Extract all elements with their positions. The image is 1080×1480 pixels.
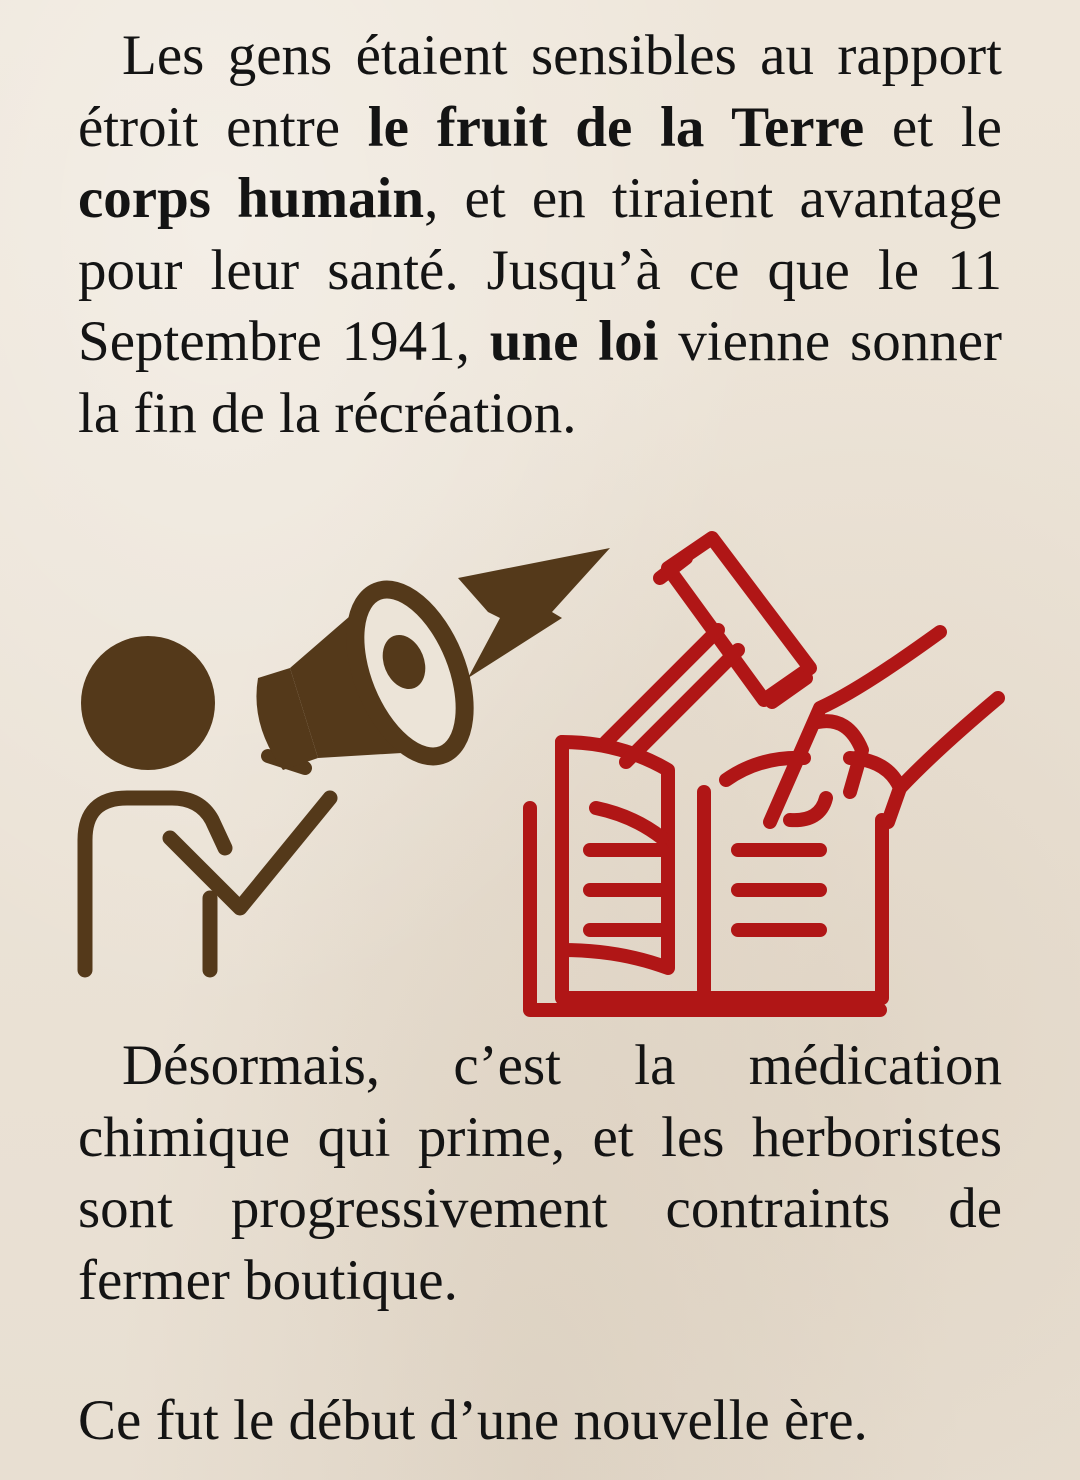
bold-fruit-terre: le fruit de la Terre [367,95,865,159]
text-run: et le [864,95,1002,159]
text-run: Les gens étaient sensibles au rapport étroit entre [78,24,1002,159]
illustration-row [0,520,1080,1020]
gavel-law-book-icon [530,538,998,1010]
bold-corps-humain: corps humain [78,167,425,230]
paragraph-new-era: Ce fut le début d’une nouvelle ère. [78,1389,868,1452]
text-run: , et en tiraient avantage pour leur santé. Jusqu’à ce que le 11 Septembre 1941, [78,167,1002,373]
bold-une-loi: une loi [489,310,659,373]
paragraph-intro [78,20,1002,449]
text-run: vienne sonner la fin de la récréation. [78,310,1002,445]
paragraph-medication: Désormais, c’est la médication chimique qui prime, et les herboristes sont progressivement contraints de fermer boutique. [78,1034,1002,1312]
